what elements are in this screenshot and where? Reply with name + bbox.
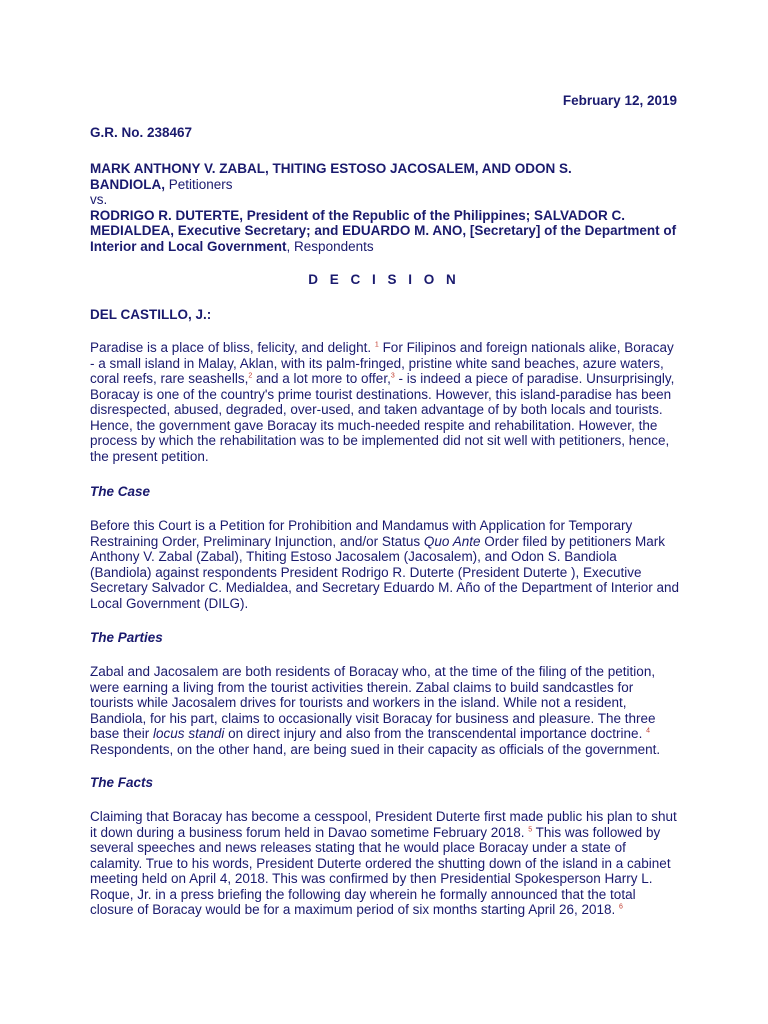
paragraph-the-facts xyxy=(90,809,680,918)
footnote-ref[interactable]: 5 xyxy=(528,826,533,833)
paragraph-facts-text: Claiming that Boracay has become a cesspool, President Duterte first made public his plan to shut it down during a business forum held in Davao sometime February 2018. xyxy=(90,809,677,840)
heading-the-case: The Case xyxy=(90,484,151,499)
respondents-line xyxy=(90,208,680,255)
paragraph-parties-text: on direct injury and also from the transcendental importance doctrine. xyxy=(224,726,647,741)
paragraph-intro-text: Paradise is a place of bliss, felicity, and delight. xyxy=(90,340,375,355)
petitioners-names-line2: BANDIOLA, xyxy=(90,176,165,192)
paragraph-case-italic: Quo Ante xyxy=(423,533,481,549)
petitioners-role: Petitioners xyxy=(165,176,233,192)
paragraph-parties-text: Respondents, on the other hand, are being sued in their capacity as officials of the government. xyxy=(90,741,661,757)
respondents-role: , Respondents xyxy=(286,238,374,254)
paragraph-intro-text: - is indeed a piece of paradise. Unsurprisingly, Boracay is one of the country's prime tourist destinations. However, this island-paradise has been disrespected, abused, degraded, over-used, and taken advantage of by both locals and tourists. Hence, the government gave Boracay its much-needed respite and rehabilitation. However, the process by which the rehabilitation was to be implemented did not sit well with petitioners, hence, the present petition. xyxy=(90,371,675,464)
footnote-ref[interactable]: 2 xyxy=(248,372,253,380)
heading-the-parties: The Parties xyxy=(90,630,163,645)
paragraph-intro-text: For Filipinos and foreign nationals alike, Boracay - a small island in Malay, Aklan, with its palm-fringed, pristine white sand beaches, azure waters, coral reefs, rare seashells, xyxy=(90,340,674,386)
paragraph-the-parties xyxy=(90,664,680,757)
heading-the-facts: The Facts xyxy=(90,775,154,790)
paragraph-facts-text: This was followed by several speeches and news releases stating that he would place Boracay under a state of calamity. True to his words, President Duterte ordered the shutting down of the island in a cabinet meeting held on April 4, 2018. This was confirmed by then Presidential Spokesperson Harry L. Roque, Jr. in a press briefing the following day wherein he formally announced that the total closure of Boracay would be for a maximum period of six months starting April 26, 2018. xyxy=(90,824,671,917)
case-number: G.R. No. 238467 xyxy=(90,125,193,140)
petitioners-names-line1: MARK ANTHONY V. ZABAL, THITING ESTOSO JACOSALEM, AND ODON S. xyxy=(90,161,572,176)
paragraph-parties-italic: locus standi xyxy=(153,726,225,741)
decision-title: D E C I S I O N xyxy=(308,272,460,287)
petitioners-line2 xyxy=(90,177,680,193)
paragraph-the-case xyxy=(90,518,680,611)
decision-date: February 12, 2019 xyxy=(562,93,677,108)
ponente: DEL CASTILLO, J.: xyxy=(90,307,212,322)
petitioners-block xyxy=(90,161,680,254)
paragraph-parties-text: Zabal and Jacosalem are both residents of Boracay who, at the time of the filing of the petition, were earning a living from the tourist activities therein. Zabal claims to build sandcastles for tourists while Jacosalem drives for tourists and workers in the island. While not a resident, Bandiola, for his part, claims to occasionally visit Boracay for business and pleasure. The three base their xyxy=(90,664,656,741)
paragraph-intro-text: and a lot more to offer, xyxy=(252,371,391,386)
paragraph-case-text: Before this Court is a Petition for Prohibition and Mandamus with Application for Temporary Restraining Order, Preliminary Injunction, and/or Status xyxy=(90,518,633,549)
paragraph-intro xyxy=(90,340,680,464)
footnote-ref[interactable]: 4 xyxy=(646,727,650,735)
footnote-ref[interactable]: 6 xyxy=(619,903,623,911)
versus-label: vs. xyxy=(90,192,108,207)
footnote-ref[interactable]: 1 xyxy=(374,341,379,349)
respondents-names: RODRIGO R. DUTERTE, President of the Republic of the Philippines; SALVADOR C. MEDIALDEA, Executive Secretary; and EDUARDO M. ANO, [Secretary] of the Department of Interior and Local Government xyxy=(90,207,677,254)
footnote-ref[interactable]: 3 xyxy=(390,372,395,380)
paragraph-case-text: Order filed by petitioners Mark Anthony V. Zabal (Zabal), Thiting Estoso Jacosalem (Jacosalem), and Odon S. Bandiola (Bandiola) against respondents President Rodrigo R. Duterte (President Duterte ), Executive Secretary Salvador C. Medialdea, and Secretary Eduardo M. Año of the Department of Interior and Local Government (DILG). xyxy=(90,533,680,611)
